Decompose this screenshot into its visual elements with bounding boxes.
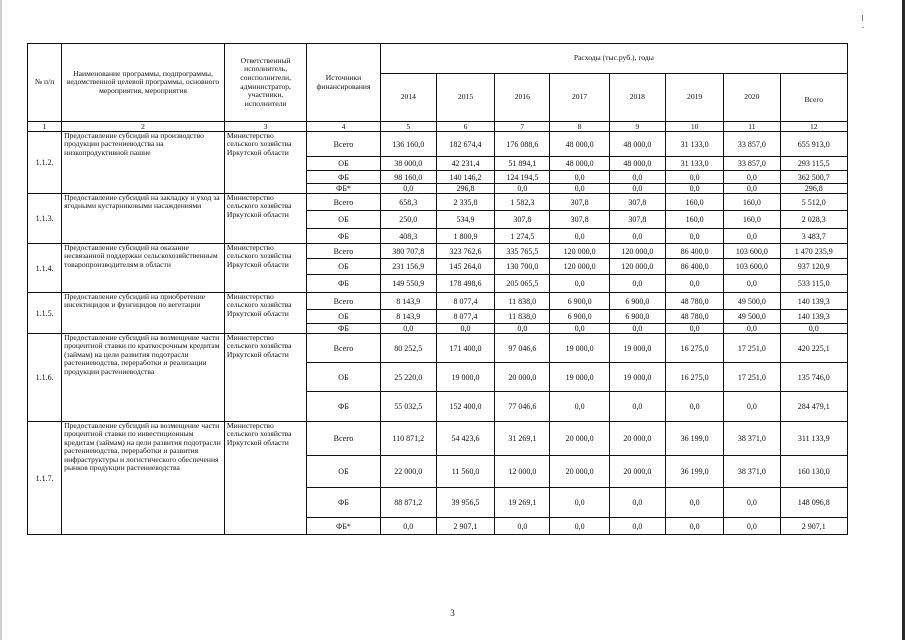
amount-cell: 16 275,0	[665, 334, 723, 363]
table-row	[28, 293, 848, 310]
amount-cell: 1 800,9	[436, 229, 494, 244]
amount-cell: 38 371,0	[724, 456, 780, 488]
item-executor: Министерство сельского хозяйства Иркутской области	[224, 293, 306, 334]
amount-cell: 19 000,0	[550, 363, 609, 392]
amount-cell: 178 498,6	[436, 275, 494, 293]
funding-source: ФБ	[307, 229, 380, 244]
amount-cell: 533 115,0	[780, 275, 847, 293]
amount-cell: 0,0	[724, 229, 780, 244]
amount-cell: 0,0	[550, 229, 609, 244]
amount-cell: 148 096,8	[780, 488, 847, 518]
amount-cell: 0,0	[609, 275, 665, 293]
amount-cell: 86 400,0	[665, 259, 723, 275]
amount-cell: 39 956,5	[436, 488, 494, 518]
item-code: 1.1.5.	[28, 293, 62, 334]
amount-cell: 135 746,0	[780, 363, 847, 392]
header-year: 2019	[665, 74, 723, 122]
amount-cell: 19 000,0	[609, 334, 665, 363]
funding-source: ОБ	[307, 456, 380, 488]
scan-mark	[862, 15, 863, 21]
header-expenses: Расходы (тыс.руб.), годы	[380, 44, 847, 74]
amount-cell: 31 269,1	[495, 422, 550, 456]
amount-cell: 176 088,6	[495, 132, 550, 157]
header-year: 2020	[724, 74, 780, 122]
amount-cell: 55 032,5	[380, 392, 436, 422]
amount-cell: 1 274,5	[495, 229, 550, 244]
amount-cell: 323 762,6	[436, 244, 494, 259]
amount-cell: 20 000,0	[550, 422, 609, 456]
amount-cell: 49 500,0	[724, 293, 780, 310]
header-year: 2018	[609, 74, 665, 122]
amount-cell: 335 765,5	[495, 244, 550, 259]
amount-cell: 2 335,8	[436, 194, 494, 211]
amount-cell: 110 871,2	[380, 422, 436, 456]
item-name: Предоставление субсидий на возмещение части процентной ставки по инвестиционным кредитам (займам) на цели развития подотрасли растениеводства, переработки и развития инфраструктуры и логистического обеспечения рынков продукции растениеводства	[62, 422, 225, 535]
amount-cell: 0,0	[550, 275, 609, 293]
column-number-row	[28, 122, 848, 132]
amount-cell: 0,0	[724, 488, 780, 518]
amount-cell: 362 500,7	[780, 171, 847, 184]
amount-cell: 0,0	[665, 229, 723, 244]
amount-cell: 22 000,0	[380, 456, 436, 488]
header-year: 2015	[436, 74, 494, 122]
amount-cell: 38 371,0	[724, 422, 780, 456]
amount-cell: 307,8	[495, 211, 550, 229]
amount-cell: 120 000,0	[609, 244, 665, 259]
amount-cell: 120 000,0	[550, 259, 609, 275]
item-code: 1.1.3.	[28, 194, 62, 244]
funding-source: ОБ	[307, 310, 380, 324]
table-row	[28, 244, 848, 259]
amount-cell: 88 871,2	[380, 488, 436, 518]
funding-source: ОБ	[307, 363, 380, 392]
amount-cell: 136 160,0	[380, 132, 436, 157]
amount-cell: 307,8	[550, 211, 609, 229]
amount-cell: 307,8	[550, 194, 609, 211]
amount-cell: 0,0	[665, 171, 723, 184]
amount-cell: 124 194,5	[495, 171, 550, 184]
amount-cell: 0,0	[724, 275, 780, 293]
amount-cell: 77 046,6	[495, 392, 550, 422]
amount-cell: 120 000,0	[609, 259, 665, 275]
amount-cell: 2 907,1	[780, 518, 847, 535]
amount-cell: 8 077,4	[436, 293, 494, 310]
amount-cell: 20 000,0	[550, 456, 609, 488]
item-code: 1.1.7.	[28, 422, 62, 535]
amount-cell: 408,3	[380, 229, 436, 244]
amount-cell: 19 269,1	[495, 488, 550, 518]
amount-cell: 20 000,0	[609, 456, 665, 488]
amount-cell: 0,0	[436, 324, 494, 334]
item-name: Предоставление субсидий на производство продукции растениеводства на низкопродуктивной пашне	[62, 132, 225, 194]
amount-cell: 20 000,0	[609, 422, 665, 456]
amount-cell: 19 000,0	[436, 363, 494, 392]
amount-cell: 0,0	[724, 392, 780, 422]
amount-cell: 655 913,0	[780, 132, 847, 157]
funding-source: ФБ	[307, 171, 380, 184]
header-year: 2016	[495, 74, 550, 122]
column-number-cell: 6	[436, 122, 494, 132]
amount-cell: 6 900,0	[609, 310, 665, 324]
amount-cell: 98 160,0	[380, 171, 436, 184]
item-code: 1.1.6.	[28, 334, 62, 422]
amount-cell: 2 028,3	[780, 211, 847, 229]
amount-cell: 0,0	[724, 324, 780, 334]
amount-cell: 307,8	[609, 194, 665, 211]
amount-cell: 658,3	[380, 194, 436, 211]
amount-cell: 145 264,0	[436, 259, 494, 275]
amount-cell: 0,0	[665, 324, 723, 334]
funding-source: ОБ	[307, 259, 380, 275]
amount-cell: 0,0	[665, 184, 723, 194]
amount-cell: 0,0	[609, 171, 665, 184]
amount-cell: 6 900,0	[609, 293, 665, 310]
amount-cell: 0,0	[609, 488, 665, 518]
column-number-cell: 8	[550, 122, 609, 132]
item-executor: Министерство сельского хозяйства Иркутской области	[224, 422, 306, 535]
amount-cell: 160 130,0	[780, 456, 847, 488]
amount-cell: 0,0	[724, 171, 780, 184]
amount-cell: 420 225,1	[780, 334, 847, 363]
item-executor: Министерство сельского хозяйства Иркутской области	[224, 194, 306, 244]
amount-cell: 0,0	[724, 518, 780, 535]
amount-cell: 120 000,0	[550, 244, 609, 259]
amount-cell: 31 133,0	[665, 132, 723, 157]
amount-cell: 140 139,3	[780, 310, 847, 324]
amount-cell: 0,0	[609, 324, 665, 334]
funding-source: ФБ*	[307, 184, 380, 194]
amount-cell: 0,0	[609, 392, 665, 422]
amount-cell: 5 512,0	[780, 194, 847, 211]
amount-cell: 160,0	[665, 194, 723, 211]
funding-source: Всего	[307, 422, 380, 456]
column-number-cell: 2	[62, 122, 225, 132]
amount-cell: 54 423,6	[436, 422, 494, 456]
amount-cell: 38 000,0	[380, 157, 436, 171]
amount-cell: 284 479,1	[780, 392, 847, 422]
amount-cell: 19 000,0	[550, 334, 609, 363]
amount-cell: 8 143,9	[380, 310, 436, 324]
column-number-cell: 5	[380, 122, 436, 132]
amount-cell: 48 000,0	[550, 157, 609, 171]
amount-cell: 0,0	[550, 518, 609, 535]
amount-cell: 250,0	[380, 211, 436, 229]
amount-cell: 48 000,0	[609, 132, 665, 157]
amount-cell: 152 400,0	[436, 392, 494, 422]
funding-source: Всего	[307, 244, 380, 259]
amount-cell: 17 251,0	[724, 334, 780, 363]
amount-cell: 140 146,2	[436, 171, 494, 184]
amount-cell: 11 560,0	[436, 456, 494, 488]
amount-cell: 0,0	[780, 324, 847, 334]
amount-cell: 0,0	[665, 518, 723, 535]
header-source: Источники финансирования	[307, 44, 380, 122]
item-name: Предоставление субсидий на закладку и уход за ягодными кустарниковыми насаждениями	[62, 194, 225, 244]
amount-cell: 48 780,0	[665, 293, 723, 310]
amount-cell: 160,0	[665, 211, 723, 229]
column-number-cell: 9	[609, 122, 665, 132]
funding-source: ФБ	[307, 275, 380, 293]
amount-cell: 182 674,4	[436, 132, 494, 157]
amount-cell: 0,0	[495, 184, 550, 194]
funding-source: Всего	[307, 132, 380, 157]
amount-cell: 160,0	[724, 194, 780, 211]
funding-source: ФБ	[307, 488, 380, 518]
amount-cell: 0,0	[550, 488, 609, 518]
amount-cell: 0,0	[550, 392, 609, 422]
amount-cell: 0,0	[665, 488, 723, 518]
amount-cell: 48 000,0	[609, 157, 665, 171]
amount-cell: 0,0	[550, 184, 609, 194]
column-number-cell: 4	[307, 122, 380, 132]
header-year: 2014	[380, 74, 436, 122]
amount-cell: 36 199,0	[665, 422, 723, 456]
amount-cell: 12 000,0	[495, 456, 550, 488]
amount-cell: 20 000,0	[495, 363, 550, 392]
column-number-cell: 7	[495, 122, 550, 132]
amount-cell: 149 550,9	[380, 275, 436, 293]
amount-cell: 0,0	[550, 171, 609, 184]
header-name: Наименование программы, подпрограммы, ведомственной целевой программы, основного мероприятия, мероприятия	[62, 44, 225, 122]
amount-cell: 11 838,0	[495, 310, 550, 324]
table-row	[28, 194, 848, 211]
budget-table	[27, 43, 848, 535]
amount-cell: 160,0	[724, 211, 780, 229]
amount-cell: 8 077,4	[436, 310, 494, 324]
amount-cell: 80 252,5	[380, 334, 436, 363]
amount-cell: 16 275,0	[665, 363, 723, 392]
amount-cell: 51 894,1	[495, 157, 550, 171]
amount-cell: 0,0	[609, 184, 665, 194]
amount-cell: 6 900,0	[550, 310, 609, 324]
amount-cell: 205 065,5	[495, 275, 550, 293]
amount-cell: 1 470 235,9	[780, 244, 847, 259]
amount-cell: 0,0	[380, 324, 436, 334]
column-number-cell: 11	[724, 122, 780, 132]
amount-cell: 231 156,9	[380, 259, 436, 275]
funding-source: Всего	[307, 334, 380, 363]
amount-cell: 17 251,0	[724, 363, 780, 392]
amount-cell: 0,0	[495, 324, 550, 334]
funding-source: ОБ	[307, 211, 380, 229]
amount-cell: 11 838,0	[495, 293, 550, 310]
funding-source: Всего	[307, 194, 380, 211]
amount-cell: 0,0	[550, 324, 609, 334]
item-executor: Министерство сельского хозяйства Иркутской области	[224, 244, 306, 293]
amount-cell: 8 143,9	[380, 293, 436, 310]
amount-cell: 0,0	[665, 392, 723, 422]
amount-cell: 42 231,4	[436, 157, 494, 171]
funding-source: Всего	[307, 293, 380, 310]
amount-cell: 307,8	[609, 211, 665, 229]
amount-cell: 534,9	[436, 211, 494, 229]
amount-cell: 0,0	[380, 518, 436, 535]
amount-cell: 0,0	[665, 275, 723, 293]
amount-cell: 49 500,0	[724, 310, 780, 324]
amount-cell: 140 139,3	[780, 293, 847, 310]
table-row	[28, 334, 848, 363]
column-number-cell: 1	[28, 122, 62, 132]
item-executor: Министерство сельского хозяйства Иркутской области	[224, 132, 306, 194]
amount-cell: 25 220,0	[380, 363, 436, 392]
amount-cell: 0,0	[495, 518, 550, 535]
table-row	[28, 132, 848, 157]
amount-cell: 103 600,0	[724, 244, 780, 259]
header-executor: Ответственный исполнитель, соисполнители, администратор, участники, исполнители	[224, 44, 306, 122]
funding-source: ФБ*	[307, 518, 380, 535]
amount-cell: 36 199,0	[665, 456, 723, 488]
amount-cell: 130 700,0	[495, 259, 550, 275]
amount-cell: 380 707,8	[380, 244, 436, 259]
item-name: Предоставление субсидий на возмещение части процентной ставки по краткосрочным кредитам (займам) на цели развития подотрасли растениеводства, переработки и реализации продукции растениеводства	[62, 334, 225, 422]
column-number-cell: 12	[780, 122, 847, 132]
amount-cell: 296,8	[436, 184, 494, 194]
amount-cell: 97 046,6	[495, 334, 550, 363]
amount-cell: 0,0	[380, 184, 436, 194]
amount-cell: 33 857,0	[724, 157, 780, 171]
amount-cell: 19 000,0	[609, 363, 665, 392]
column-number-cell: 10	[665, 122, 723, 132]
funding-source: ФБ	[307, 324, 380, 334]
amount-cell: 86 400,0	[665, 244, 723, 259]
item-executor: Министерство сельского хозяйства Иркутской области	[224, 334, 306, 422]
column-number-cell: 3	[224, 122, 306, 132]
amount-cell: 937 120,9	[780, 259, 847, 275]
amount-cell: 0,0	[609, 518, 665, 535]
item-name: Предоставление субсидий на приобретение инсектицидов и фунгицидов по вегетации	[62, 293, 225, 334]
amount-cell: 3 483,7	[780, 229, 847, 244]
item-code: 1.1.4.	[28, 244, 62, 293]
amount-cell: 171 400,0	[436, 334, 494, 363]
funding-source: ОБ	[307, 157, 380, 171]
item-name: Предоставление субсидий на оказание несвязанной поддержки сельскохозяйственным товаропроизводителям в области	[62, 244, 225, 293]
header-year: 2017	[550, 74, 609, 122]
amount-cell: 48 000,0	[550, 132, 609, 157]
amount-cell: 311 133,9	[780, 422, 847, 456]
amount-cell: 0,0	[609, 229, 665, 244]
header-num: № п/п	[28, 44, 62, 122]
amount-cell: 293 115,5	[780, 157, 847, 171]
page-number: 3	[450, 608, 455, 618]
header-total: Всего	[780, 74, 847, 122]
amount-cell: 33 857,0	[724, 132, 780, 157]
amount-cell: 31 133,0	[665, 157, 723, 171]
item-code: 1.1.2.	[28, 132, 62, 194]
amount-cell: 48 780,0	[665, 310, 723, 324]
funding-source: ФБ	[307, 392, 380, 422]
amount-cell: 296,8	[780, 184, 847, 194]
amount-cell: 0,0	[724, 184, 780, 194]
table-row	[28, 422, 848, 456]
amount-cell: 6 900,0	[550, 293, 609, 310]
amount-cell: 2 907,1	[436, 518, 494, 535]
amount-cell: 103 600,0	[724, 259, 780, 275]
amount-cell: 1 582,3	[495, 194, 550, 211]
scan-dot	[862, 27, 864, 28]
scan-edge-left	[0, 0, 2, 640]
